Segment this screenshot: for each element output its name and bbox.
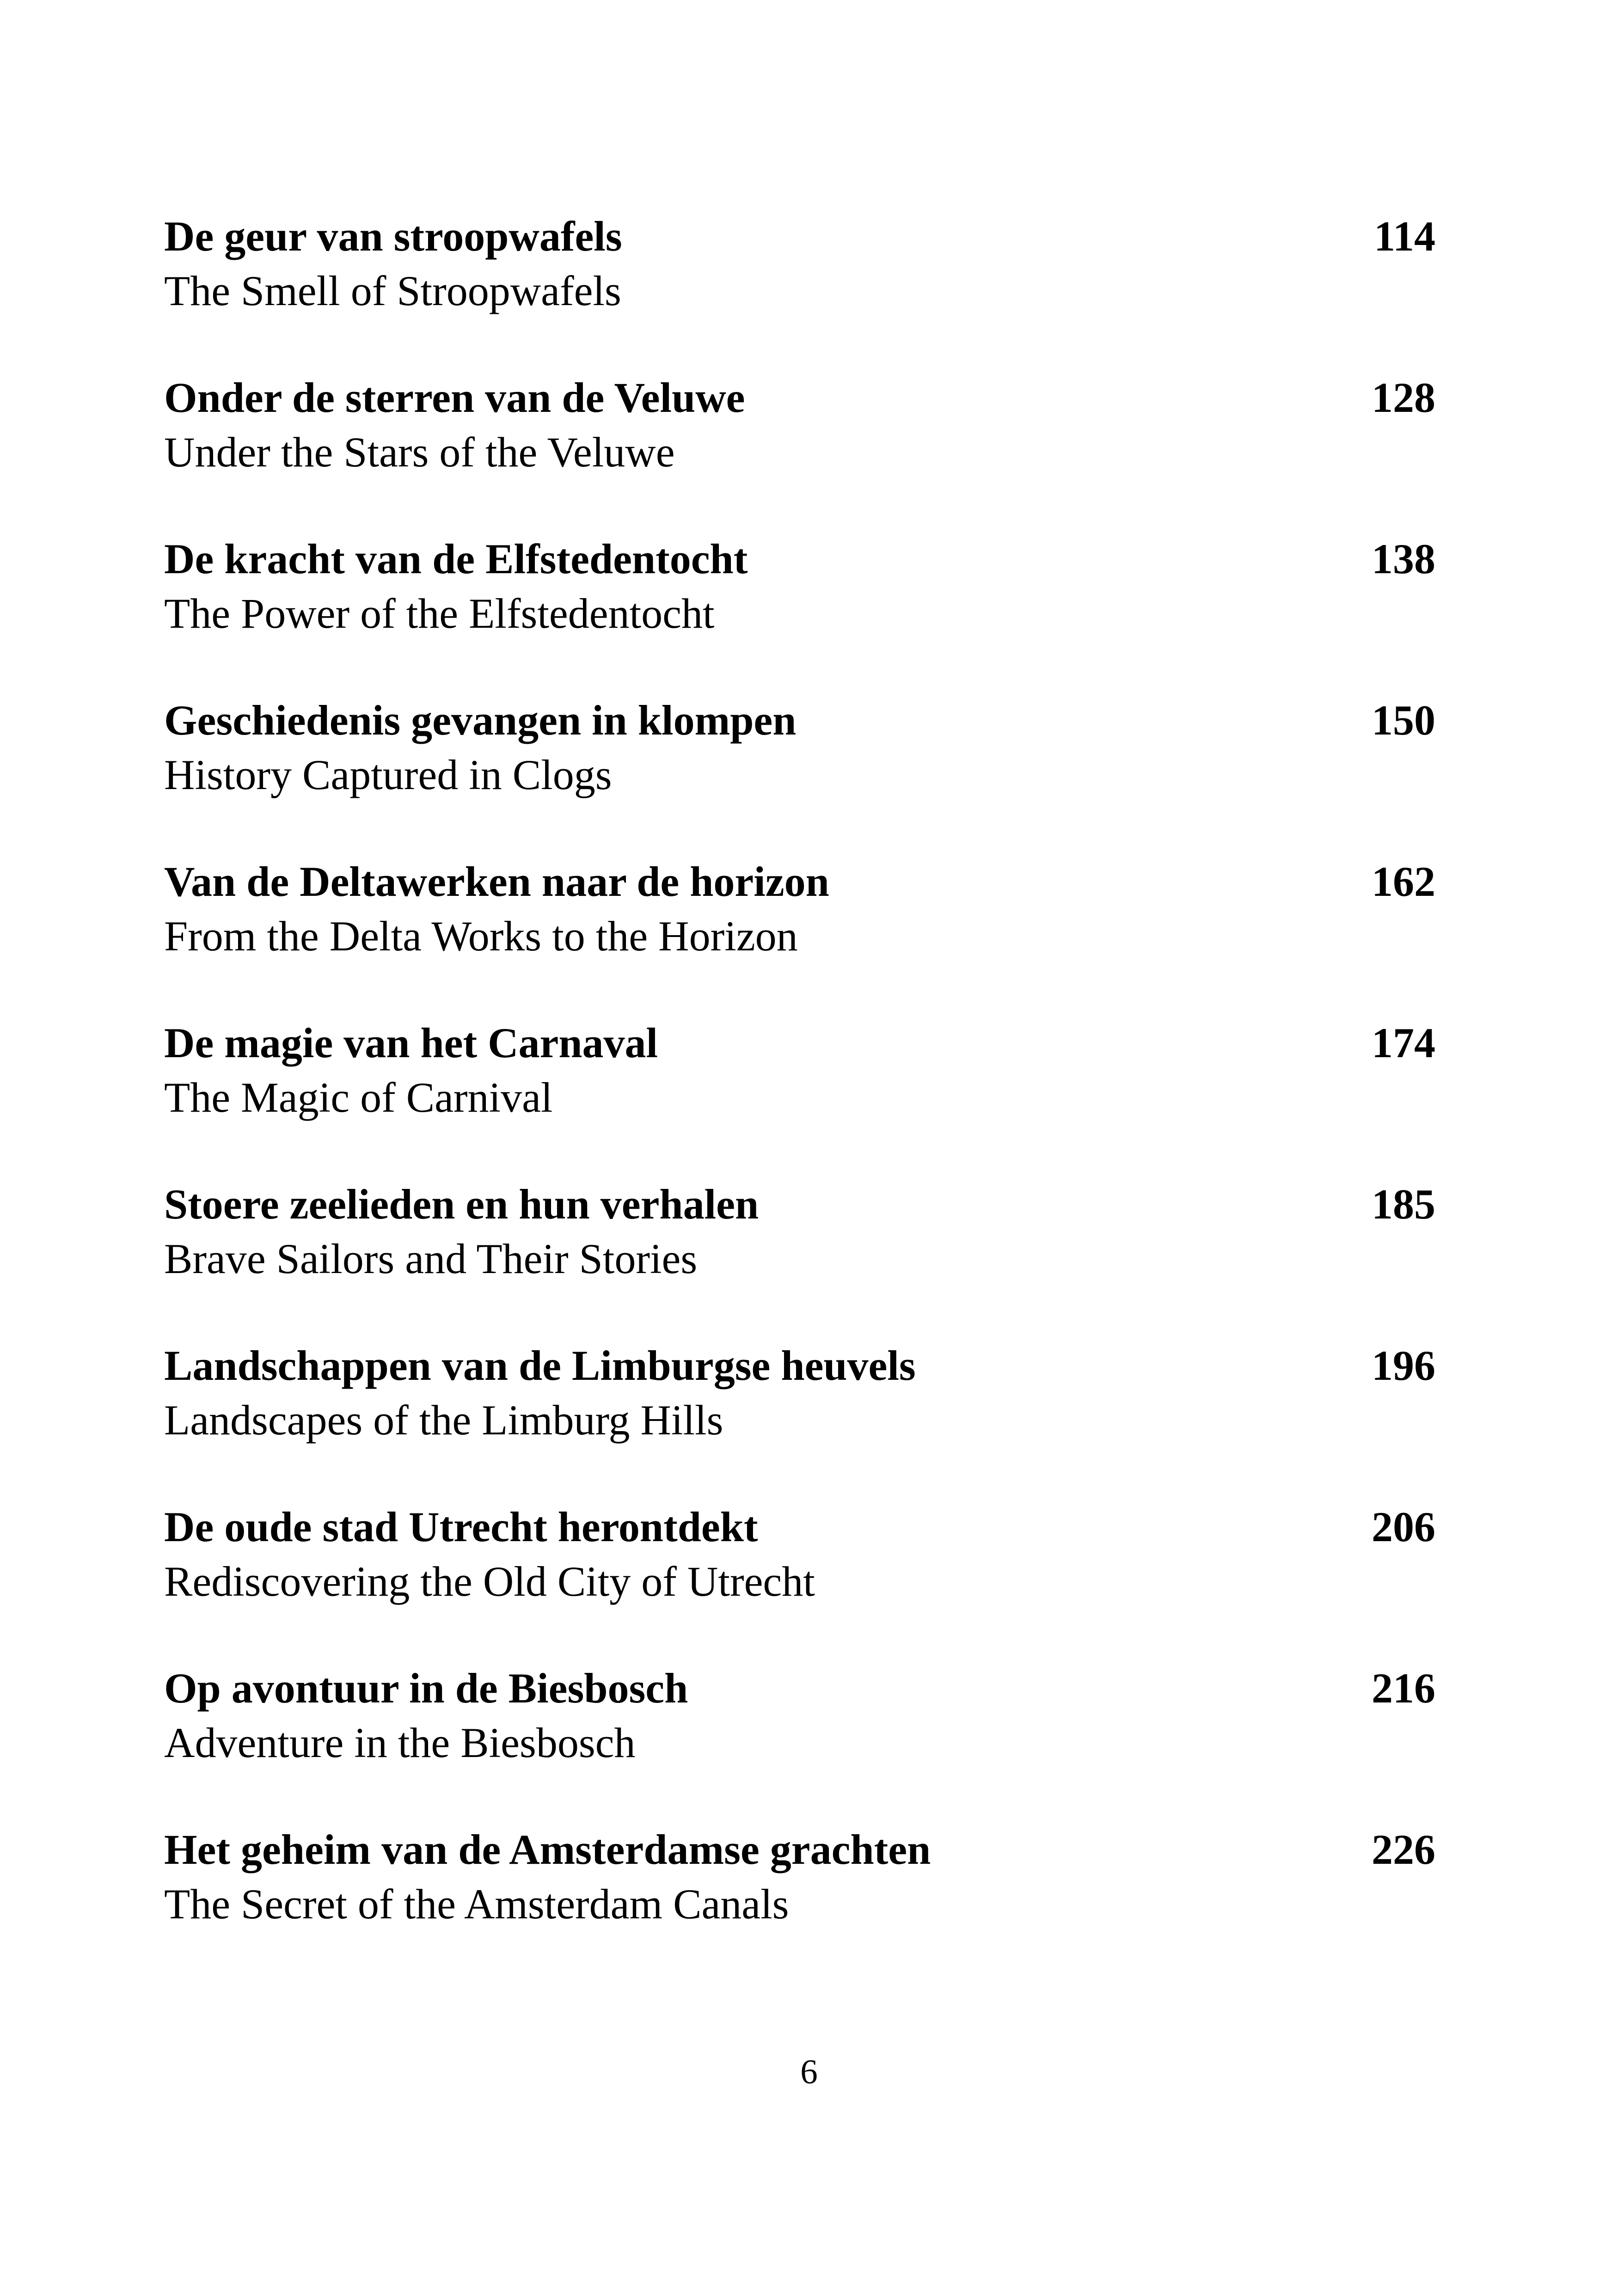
toc-entry-title: Het geheim van de Amsterdamse grachten <box>164 1826 931 1873</box>
toc-entry-title: Landschappen van de Limburgse heuvels <box>164 1342 916 1389</box>
toc-entry-title: De magie van het Carnaval <box>164 1019 658 1066</box>
toc-entry-title: De kracht van de Elfstedentocht <box>164 535 748 582</box>
toc-entry-subtitle: Rediscovering the Old City of Utrecht <box>164 1558 815 1605</box>
toc-entry-page: 128 <box>1372 374 1435 421</box>
toc-entry[interactable] <box>164 532 1435 693</box>
toc-entry-page: 185 <box>1372 1181 1435 1228</box>
toc-entry[interactable] <box>164 1338 1435 1500</box>
toc-entry-page: 174 <box>1372 1019 1435 1066</box>
toc-entry[interactable] <box>164 693 1435 854</box>
page-number: 6 <box>800 2053 818 2091</box>
toc-entry-subtitle: The Magic of Carnival <box>164 1074 553 1121</box>
toc-entry[interactable] <box>164 1822 1435 1984</box>
toc-entry-subtitle: Under the Stars of the Veluwe <box>164 429 675 476</box>
toc-title-line <box>164 693 1435 747</box>
toc-entry-page: 138 <box>1372 535 1435 582</box>
toc-entry[interactable] <box>164 1661 1435 1822</box>
toc-entry[interactable] <box>164 370 1435 532</box>
toc-entry-subtitle: The Secret of the Amsterdam Canals <box>164 1880 789 1928</box>
toc-entry-page: 216 <box>1372 1665 1435 1712</box>
toc-entry-title: De geur van stroopwafels <box>164 213 622 260</box>
toc-entry[interactable] <box>164 854 1435 1016</box>
toc-entry-page: 162 <box>1372 858 1435 905</box>
toc-entry-page: 114 <box>1374 213 1435 260</box>
toc-entry-title: Geschiedenis gevangen in klompen <box>164 697 797 744</box>
toc-title-line <box>164 209 1435 263</box>
table-of-contents <box>164 209 1435 1984</box>
toc-entry[interactable] <box>164 209 1435 370</box>
toc-entry-title: Op avontuur in de Biesbosch <box>164 1665 688 1712</box>
toc-entry-title: Onder de sterren van de Veluwe <box>164 374 745 421</box>
toc-title-line <box>164 532 1435 586</box>
toc-entry-subtitle: Adventure in the Biesbosch <box>164 1719 636 1766</box>
toc-entry-subtitle: Brave Sailors and Their Stories <box>164 1235 698 1282</box>
toc-title-line <box>164 1177 1435 1231</box>
toc-entry-title: Van de Deltawerken naar de horizon <box>164 858 829 905</box>
toc-entry[interactable] <box>164 1016 1435 1177</box>
toc-entry-subtitle: History Captured in Clogs <box>164 751 612 798</box>
toc-title-line <box>164 1338 1435 1393</box>
toc-entry[interactable] <box>164 1177 1435 1338</box>
toc-title-line <box>164 1016 1435 1070</box>
toc-entry-subtitle: The Power of the Elfstedentocht <box>164 590 715 637</box>
toc-entry-page: 150 <box>1372 697 1435 744</box>
toc-entry-page: 196 <box>1372 1342 1435 1389</box>
toc-entry-subtitle: From the Delta Works to the Horizon <box>164 912 798 960</box>
toc-title-line <box>164 1500 1435 1554</box>
toc-entry-title: De oude stad Utrecht herontdekt <box>164 1503 758 1550</box>
toc-title-line <box>164 854 1435 909</box>
toc-entry-title: Stoere zeelieden en hun verhalen <box>164 1181 759 1228</box>
toc-title-line <box>164 1661 1435 1715</box>
toc-title-line <box>164 370 1435 425</box>
toc-title-line <box>164 1822 1435 1877</box>
toc-entry-page: 206 <box>1372 1503 1435 1550</box>
toc-entry-subtitle: Landscapes of the Limburg Hills <box>164 1396 723 1444</box>
toc-entry-page: 226 <box>1372 1826 1435 1873</box>
toc-entry[interactable] <box>164 1500 1435 1661</box>
toc-entry-subtitle: The Smell of Stroopwafels <box>164 267 621 314</box>
